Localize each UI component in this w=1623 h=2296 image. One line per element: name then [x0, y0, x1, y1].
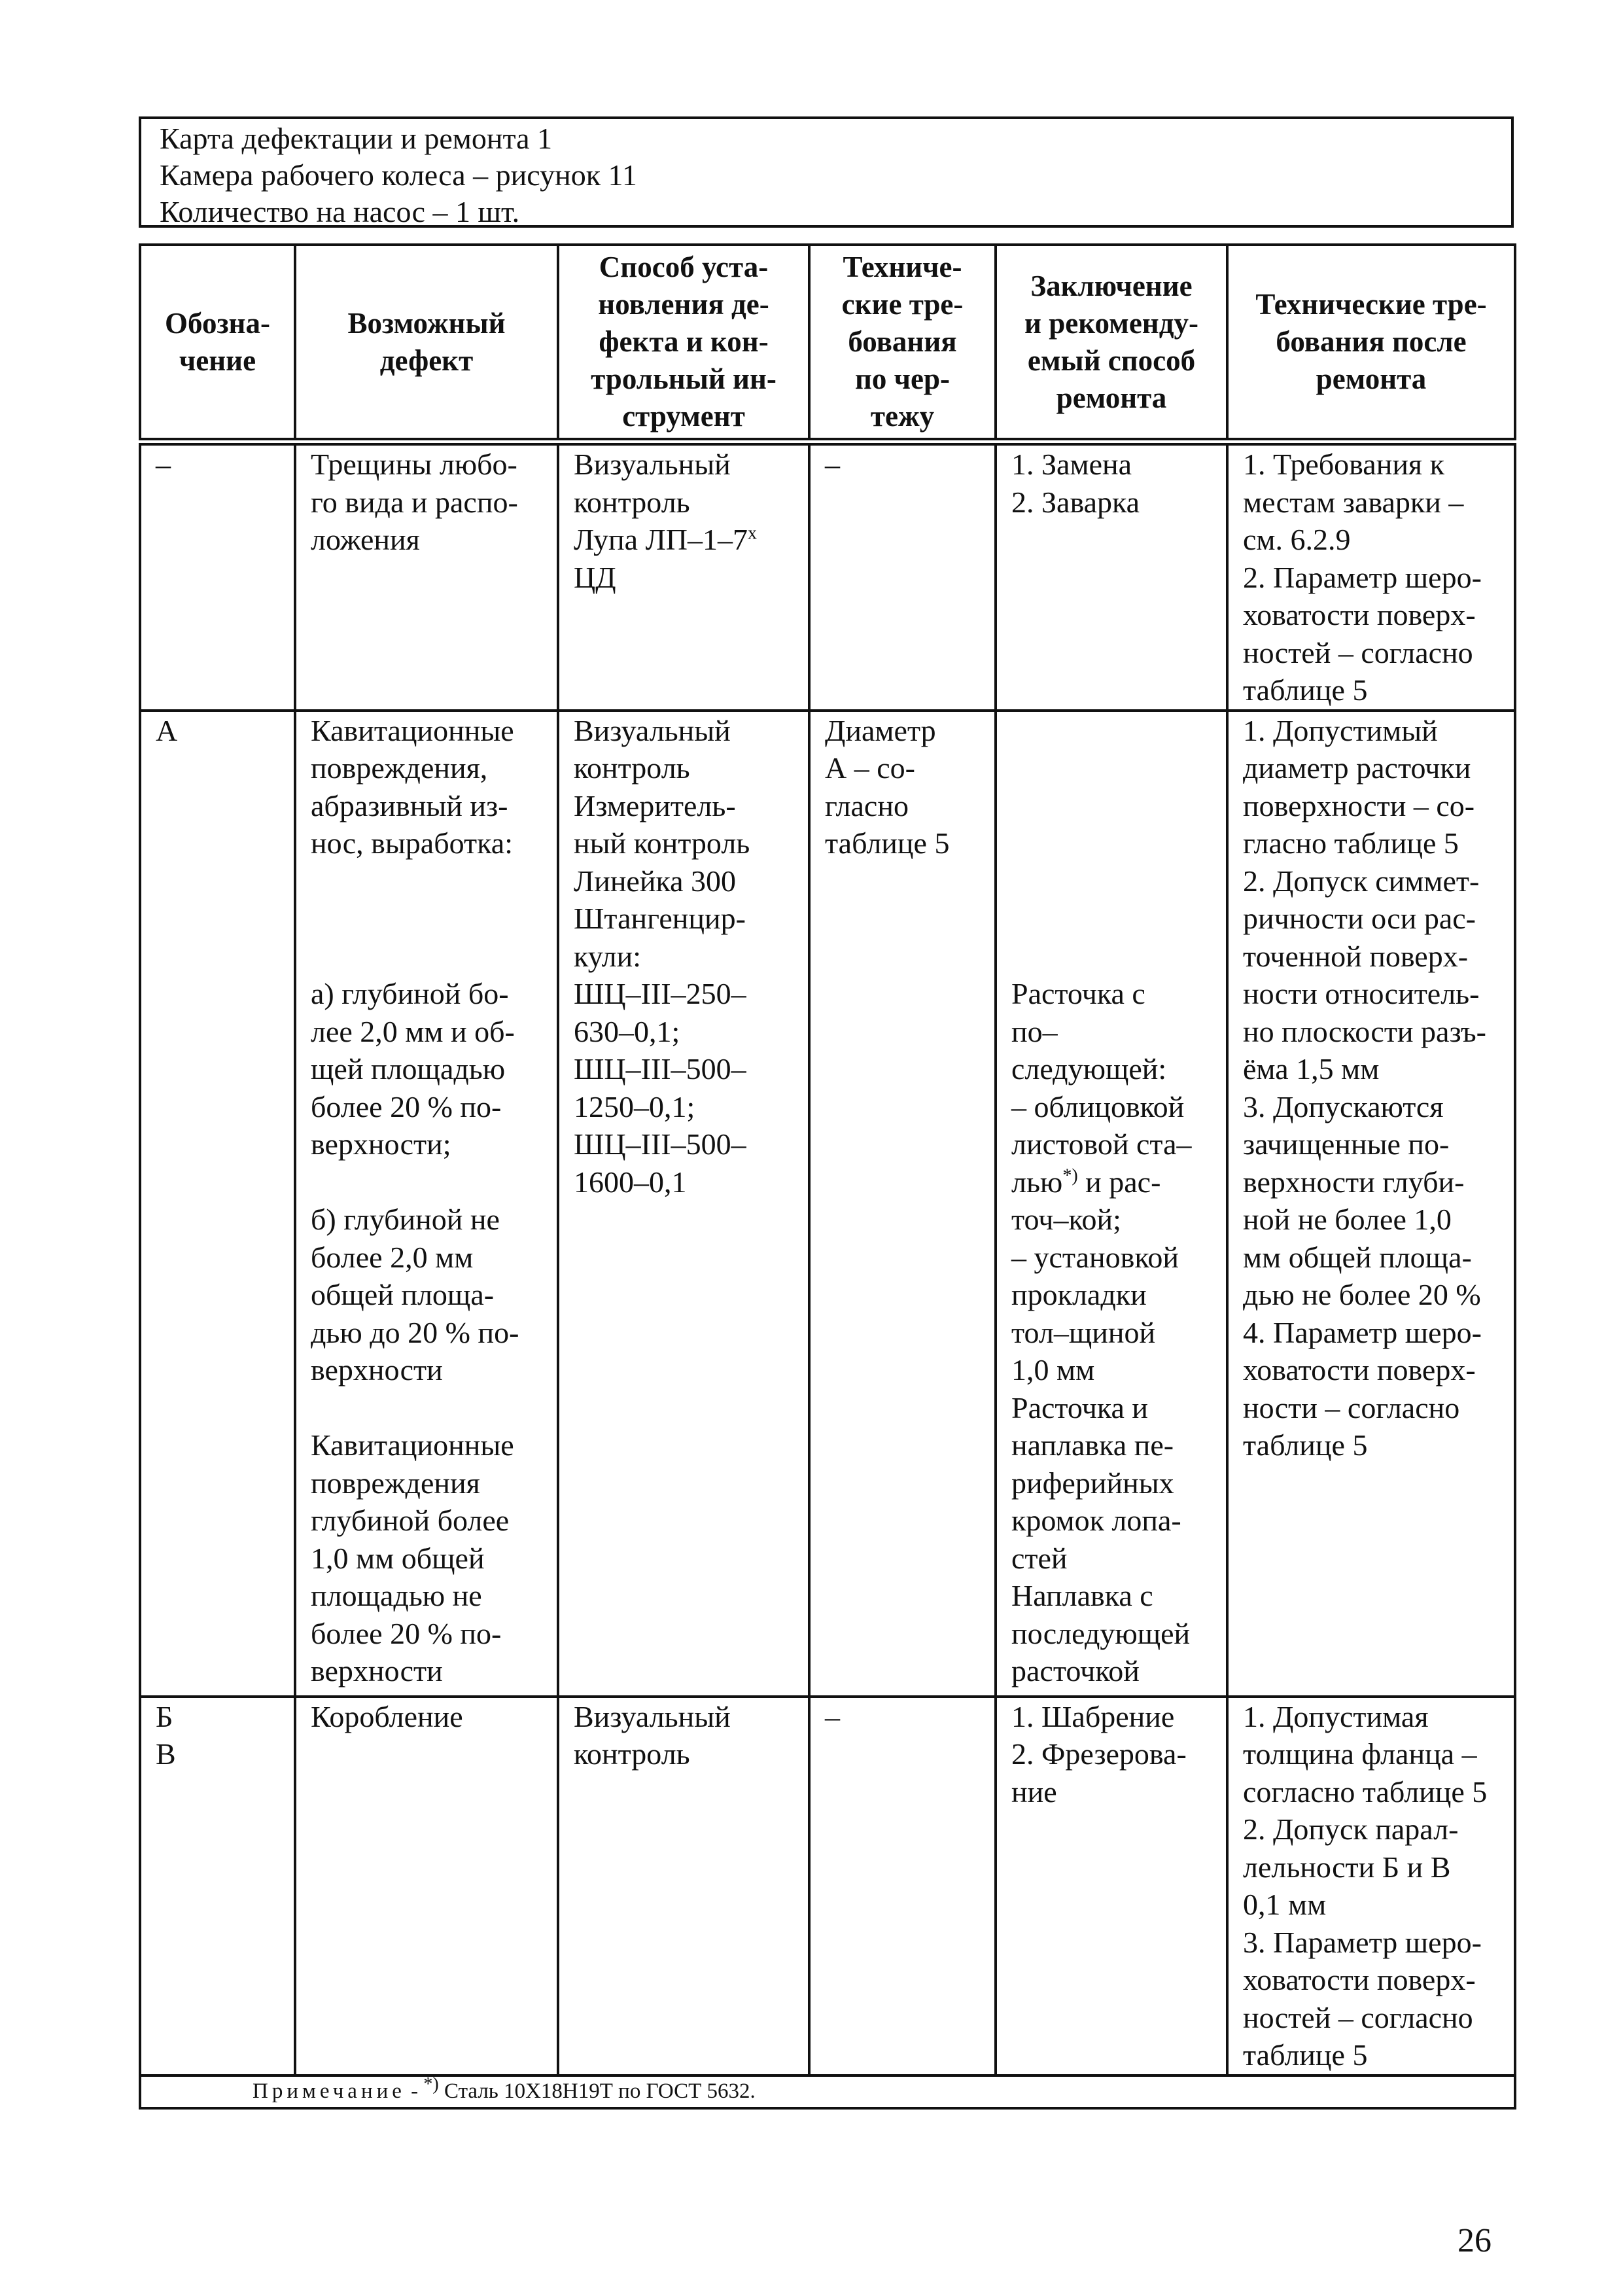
- cell-text-line: 1. Шабрение: [1011, 1699, 1175, 1733]
- header-text-line: Обозна-: [165, 306, 270, 340]
- cell-text-line: А – со-: [825, 751, 915, 785]
- note-label: Примечание: [253, 2079, 406, 2103]
- cell-text-line: 3. Допускаются: [1243, 1089, 1444, 1123]
- cell-text-line: Штангенцир-: [574, 902, 746, 935]
- cell-text-line: контроль: [574, 1737, 690, 1771]
- cell-text-line: ной не более 1,0: [1243, 1203, 1452, 1236]
- header-text-line: Технические тре-: [1255, 288, 1487, 321]
- cell-text-line: гласно: [825, 788, 909, 822]
- header-text-line: емый способ: [1027, 344, 1196, 377]
- cell-text-line: более 20 % по-: [311, 1089, 502, 1123]
- cell-method: Визуальный контроль Лупа $ЛП-1-7^х$ ЦД: [558, 442, 809, 711]
- cell-text-line: б) глубиной не: [311, 1203, 500, 1236]
- cell-text-line: кромок лопа-: [1011, 1504, 1181, 1537]
- cell-text-line: наплавка пе-: [1011, 1428, 1174, 1462]
- cell-after-req: [1227, 711, 1515, 1697]
- cell-text-line: –: [156, 448, 171, 481]
- cell-method: [558, 711, 809, 1697]
- cell-text-line: ние: [1011, 1775, 1057, 1809]
- header-text-line: ремонта: [1056, 381, 1167, 414]
- cell-text-line: 2. Заварка: [1011, 485, 1140, 519]
- cell-text-line: 1,0 мм общей: [311, 1541, 485, 1575]
- table-note: Примечание - *) Сталь 10Х18Н19Т по ГОСТ 5632.: [140, 2075, 1515, 2108]
- cell-text-line: 0,1 мм: [1243, 1888, 1327, 1921]
- superscript-mark: *): [1062, 1165, 1078, 1186]
- cell-text-line: общей площа-: [311, 1278, 495, 1311]
- cell-text-line: Наплавка с: [1011, 1579, 1153, 1612]
- cell-drawing-req: [809, 1697, 996, 2075]
- note-row: [140, 2075, 1515, 2108]
- cell-text-line: зачищенные по-: [1243, 1127, 1450, 1161]
- cell-text-line: дью до 20 % по-: [311, 1315, 519, 1349]
- cell-text-line: риферийных: [1011, 1466, 1174, 1500]
- card-quantity: Количество на насос – 1 шт.: [160, 195, 520, 228]
- cell-text-line: ности относитель-: [1243, 977, 1480, 1010]
- cell-text-line: Коробление: [311, 1699, 463, 1733]
- cell-text-line: ёма 1,5 мм: [1243, 1052, 1380, 1086]
- cell-text-line: ховатости поверх-: [1243, 1353, 1476, 1386]
- cell-text-line: верхности: [311, 1353, 443, 1386]
- cell-text-line: а) глубиной бо-: [311, 977, 509, 1010]
- note-superscript: *): [423, 2074, 439, 2094]
- cell-text-line: го вида и распо-: [311, 485, 518, 519]
- cell-text-line: Кавитационные: [311, 713, 514, 747]
- cell-designation: [140, 442, 295, 711]
- cell-text-line: ховатости поверх-: [1243, 1963, 1476, 1996]
- card-part-name: Камера рабочего колеса – рисунок 11: [160, 158, 637, 192]
- cell-after-req: [1227, 1697, 1515, 2075]
- cell-drawing-req: [809, 711, 996, 1697]
- cell-text-line: расточкой: [1011, 1654, 1140, 1687]
- cell-text-line: ШЦ–III–500–: [574, 1052, 746, 1086]
- header-text-line: и рекоменду-: [1024, 306, 1198, 340]
- cell-text-line: стей: [1011, 1541, 1068, 1575]
- cell-text-line: местам заварки –: [1243, 485, 1464, 519]
- cell-text-line: верхности глуби-: [1243, 1165, 1465, 1199]
- cell-designation: [140, 711, 295, 1697]
- cell-defect: [295, 711, 558, 1697]
- cell-text-line: Визуальный: [574, 713, 731, 747]
- cell-text-line: 1. Требования к: [1243, 448, 1444, 481]
- cell-conclusion: Расточка с по– следующей: – облицовкой листовой ста– лью*) и рас- точ–кой; – установкой прокладки тол–щиной 1,0 мм Расточка и наплавка пе- риферийных кромок лопа- стей Наплавка с последующей расточкой: [996, 711, 1227, 1697]
- cell-text-line: Трещины любо-: [311, 448, 517, 481]
- cell-text-line: абразивный из-: [311, 788, 508, 822]
- header-text-line: струмент: [622, 400, 745, 433]
- cell-text-line: площадью не: [311, 1579, 482, 1612]
- cell-text-line: верхности;: [311, 1127, 451, 1161]
- header-text-line: трольный ин-: [591, 362, 777, 395]
- cell-text-line: В: [156, 1737, 176, 1771]
- cell-text-line: гласно таблице 5: [1243, 826, 1459, 860]
- cell-text-line: листовой ста–: [1011, 1127, 1192, 1161]
- cell-text-line: но плоскости разъ-: [1243, 1014, 1486, 1048]
- cell-text-line: 4. Параметр шеро-: [1243, 1315, 1482, 1349]
- cell-text-line: 1,0 мм: [1011, 1353, 1095, 1386]
- cell-conclusion: [996, 1697, 1227, 2075]
- col-header-conclusion: [996, 245, 1227, 442]
- header-text-line: по чер-: [854, 362, 951, 395]
- cell-conclusion: [996, 442, 1227, 711]
- cell-text-line: точ–кой;: [1011, 1203, 1121, 1236]
- cell-text-line: А: [156, 713, 178, 747]
- cell-text-line: диаметр расточки: [1243, 751, 1471, 785]
- cell-text-line: последующей: [1011, 1616, 1191, 1650]
- cell-text-line: Диаметр: [825, 713, 936, 747]
- col-header-method: [558, 245, 809, 442]
- card-title: Карта дефектации и ремонта 1: [160, 122, 553, 155]
- cell-text-line: следующей:: [1011, 1052, 1167, 1086]
- table-header-row: [140, 245, 1515, 442]
- header-text-line: тежу: [870, 400, 935, 433]
- header-text-line: дефект: [379, 344, 474, 377]
- header-text-line: чение: [179, 344, 256, 377]
- cell-text-line: повреждения,: [311, 751, 488, 785]
- cell-text-line: лее 2,0 мм и об-: [311, 1014, 515, 1048]
- col-header-designation: [140, 245, 295, 442]
- cell-text-line: ховатости поверх-: [1243, 598, 1476, 631]
- cell-text-line: таблице 5: [1243, 2038, 1368, 2072]
- cell-text-line: Кавитационные: [311, 1428, 514, 1462]
- cell-text-line: более 2,0 мм: [311, 1240, 474, 1274]
- cell-text-line: таблице 5: [1243, 673, 1368, 707]
- header-text-line: ские тре-: [841, 288, 964, 321]
- header-text-line: фекта и кон-: [599, 325, 769, 358]
- cell-text-line: ный контроль: [574, 826, 750, 860]
- cell-text-line: глубиной более: [311, 1504, 510, 1537]
- cell-text-line: лельности Б и В: [1243, 1850, 1451, 1884]
- cell-text-line: – установкой: [1011, 1240, 1179, 1274]
- cell-text-line: 2. Допуск симмет-: [1243, 864, 1480, 898]
- header-text-line: ремонта: [1316, 362, 1427, 395]
- superscript-mark: х: [748, 523, 758, 544]
- cell-text-line: 1. Замена: [1011, 448, 1132, 481]
- cell-text-line: ШЦ–III–250–: [574, 977, 746, 1010]
- col-header-defect: [295, 245, 558, 442]
- note-text: Сталь 10Х18Н19Т по ГОСТ 5632.: [438, 2079, 756, 2103]
- cell-text-line: кули:: [574, 939, 642, 973]
- header-text-line: Техниче-: [843, 251, 962, 283]
- header-text-line: Заключение: [1030, 269, 1193, 302]
- defect-table: [139, 243, 1516, 2110]
- cell-text-line: ложения: [311, 523, 420, 556]
- cell-text-line: см. 6.2.9: [1243, 523, 1351, 556]
- cell-text-line: 630–0,1;: [574, 1014, 680, 1048]
- cell-text-line: по–: [1011, 1014, 1058, 1048]
- cell-text-line: Б: [156, 1699, 173, 1733]
- cell-text-line: нос, выработка:: [311, 826, 513, 860]
- cell-text-line: прокладки: [1011, 1278, 1147, 1311]
- cell-text-line: Расточка и: [1011, 1390, 1149, 1424]
- cell-drawing-req: [809, 442, 996, 711]
- cell-text-line: более 20 % по-: [311, 1616, 502, 1650]
- cell-text-line: 1600–0,1: [574, 1165, 687, 1199]
- header-text-line: Способ уста-: [599, 251, 769, 283]
- cell-text-line: верхности: [311, 1654, 443, 1687]
- col-header-after-req: [1227, 245, 1515, 442]
- cell-text-line: –: [825, 448, 840, 481]
- cell-text-line: Линейка 300: [574, 864, 737, 898]
- cell-text-line: поверхности – со-: [1243, 788, 1475, 822]
- page-number: 26: [1457, 2222, 1492, 2259]
- cell-text-line: 3. Параметр шеро-: [1243, 1925, 1482, 1959]
- cell-text-line: таблице 5: [1243, 1428, 1368, 1462]
- cell-text-line: контроль: [574, 751, 690, 785]
- table-row: [140, 711, 1515, 1697]
- cell-text-line: –: [825, 1699, 840, 1733]
- header-text-line: бования: [848, 325, 957, 358]
- cell-text-line: дью не более 20 %: [1243, 1278, 1481, 1311]
- col-header-drawing-req: [809, 245, 996, 442]
- cell-method: [558, 1697, 809, 2075]
- cell-text-line: 2. Параметр шеро-: [1243, 560, 1482, 594]
- card-header: [139, 116, 1514, 228]
- cell-text-line: ностей – согласно: [1243, 2000, 1473, 2034]
- cell-text-line: 2. Фрезерова-: [1011, 1737, 1187, 1771]
- cell-text-line: мм общей площа-: [1243, 1240, 1472, 1274]
- cell-text-line: 2. Допуск парал-: [1243, 1812, 1459, 1846]
- cell-text-line: 1250–0,1;: [574, 1089, 695, 1123]
- cell-text-line: ности – согласно: [1243, 1390, 1460, 1424]
- cell-text-line: повреждения: [311, 1466, 480, 1500]
- cell-text-line: точенной поверх-: [1243, 939, 1469, 973]
- cell-text-line: Расточка с: [1011, 977, 1145, 1010]
- table-row: [140, 442, 1515, 711]
- cell-text-line: Визуальный: [574, 1699, 731, 1733]
- header-text-line: новления де-: [598, 288, 769, 321]
- table-row: [140, 1697, 1515, 2075]
- cell-after-req: [1227, 442, 1515, 711]
- cell-defect: [295, 442, 558, 711]
- cell-text-line: согласно таблице 5: [1243, 1775, 1488, 1809]
- cell-text-line: толщина фланца –: [1243, 1737, 1477, 1771]
- cell-defect: [295, 1697, 558, 2075]
- cell-text-line: – облицовкой: [1011, 1089, 1185, 1123]
- cell-text-line: 1. Допустимая: [1243, 1699, 1429, 1733]
- cell-text-line: тол–щиной: [1011, 1315, 1156, 1349]
- header-text-line: Возможный: [347, 306, 506, 340]
- cell-text-line: 1. Допустимый: [1243, 713, 1438, 747]
- cell-designation: [140, 1697, 295, 2075]
- cell-text-line: Измеритель-: [574, 788, 736, 822]
- cell-text-line: щей площадью: [311, 1052, 506, 1086]
- cell-text-line: таблице 5: [825, 826, 950, 860]
- header-text-line: бования после: [1276, 325, 1467, 358]
- cell-text-line: ШЦ–III–500–: [574, 1127, 746, 1161]
- cell-text-line: ностей – согласно: [1243, 635, 1473, 669]
- cell-text-line: ричности оси рас-: [1243, 902, 1476, 935]
